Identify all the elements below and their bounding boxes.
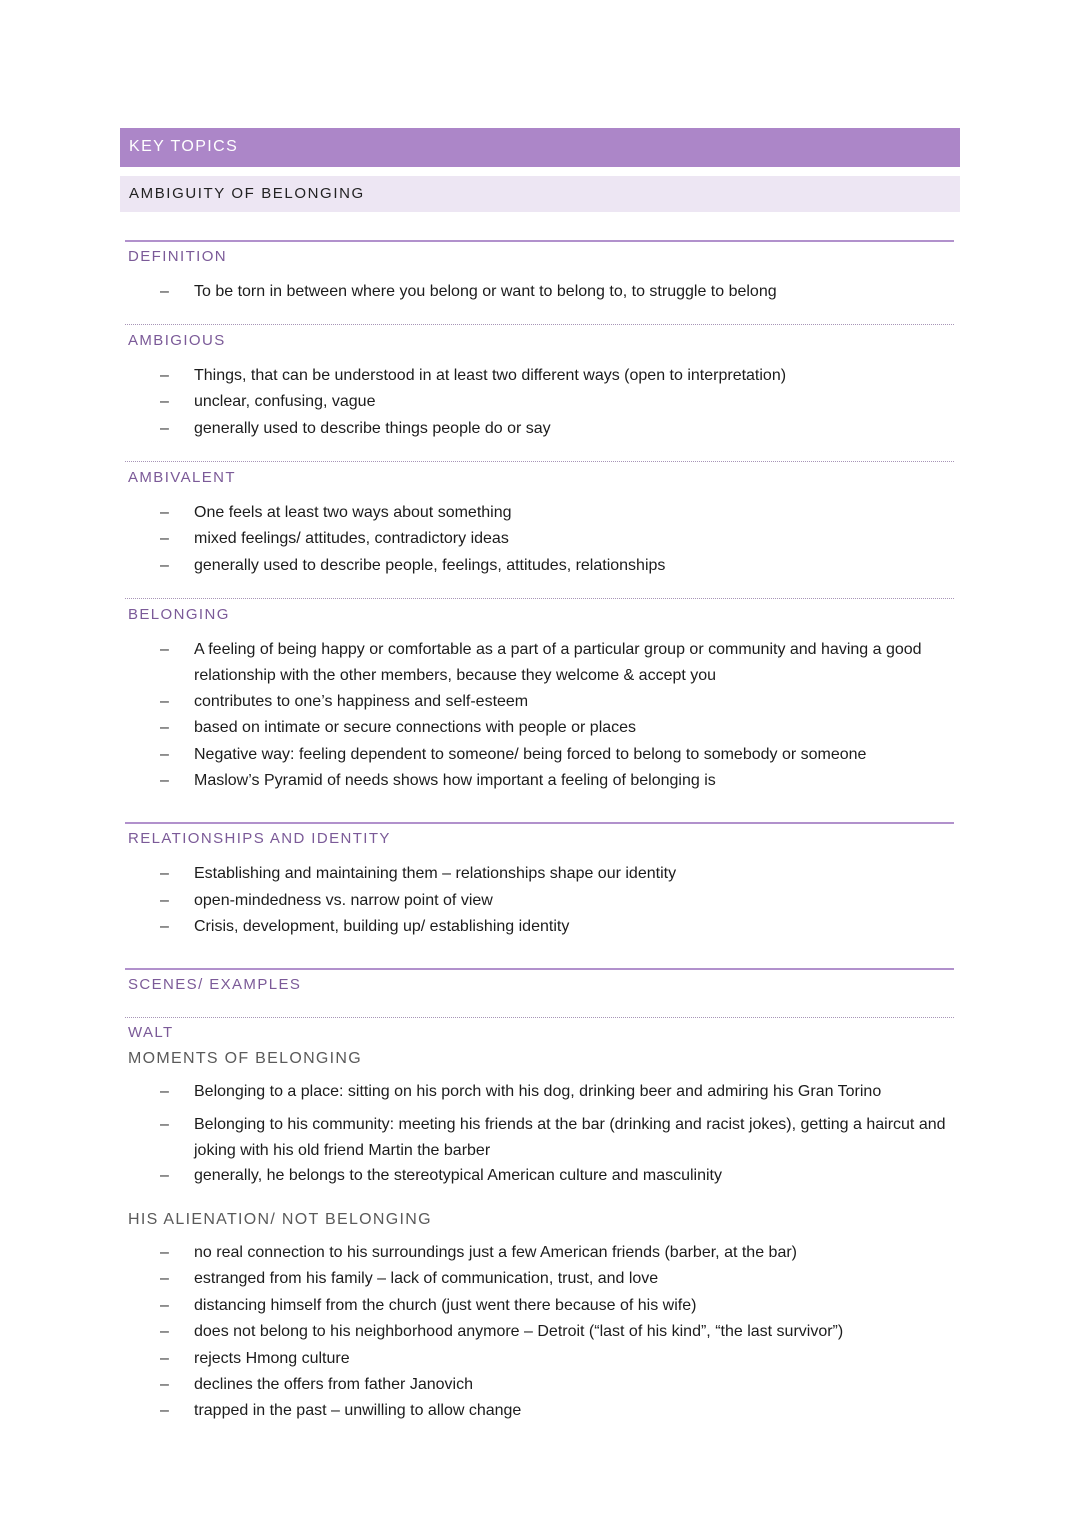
section-divider [125,822,954,824]
bullet-dash: – [160,1376,169,1393]
list-item: generally used to describe things people do or say [194,420,551,437]
bullet-dash: – [160,1167,169,1184]
list-item: no real connection to his surroundings just a few American friends (barber, at the bar) [194,1244,797,1261]
section-divider [125,968,954,970]
list-item: declines the offers from father Janovich [194,1376,473,1393]
bullet-dash: – [160,1350,169,1367]
list-item: does not belong to his neighborhood anymore – Detroit (“last of his kind”, “the last survivor”) [194,1323,844,1340]
bullet-dash: – [160,1402,169,1419]
bullet-dash: – [160,367,169,384]
bullet-dash: – [160,1270,169,1287]
topic-subtitle: AMBIGUITY OF BELONGING [120,176,960,212]
bullet-dash: – [160,1116,169,1133]
section-divider [125,324,954,325]
bullet-dash: – [160,918,169,935]
bullet-dash: – [160,772,169,789]
key-topics-banner: KEY TOPICS [120,128,960,167]
definition-heading: DEFINITION [128,248,227,265]
bullet-dash: – [160,1244,169,1261]
alienation-heading: HIS ALIENATION/ NOT BELONGING [128,1211,432,1228]
bullet-dash: – [160,530,169,547]
bullet-dash: – [160,693,169,710]
bullet-dash: – [160,393,169,410]
bullet-dash: – [160,746,169,763]
list-item: generally, he belongs to the stereotypical American culture and masculinity [194,1167,722,1184]
list-item: rejects Hmong culture [194,1350,350,1367]
bullet-dash: – [160,504,169,521]
list-item: estranged from his family – lack of communication, trust, and love [194,1270,659,1287]
list-item: Crisis, development, building up/ establishing identity [194,918,570,935]
relationships-heading: RELATIONSHIPS AND IDENTITY [128,830,391,847]
ambivalent-heading: AMBIVALENT [128,469,236,486]
ambiguous-heading: AMBIGIOUS [128,332,226,349]
list-item: Things, that can be understood in at least two different ways (open to interpretation) [194,367,787,384]
list-item: trapped in the past – unwilling to allow change [194,1402,522,1419]
scenes-heading: SCENES/ EXAMPLES [128,976,302,993]
list-item: mixed feelings/ attitudes, contradictory ideas [194,530,509,547]
list-item: distancing himself from the church (just went there because of his wife) [194,1297,697,1314]
list-item: Establishing and maintaining them – relationships shape our identity [194,865,677,882]
list-item: contributes to one’s happiness and self-esteem [194,693,529,710]
bullet-dash: – [160,641,169,658]
bullet-dash: – [160,557,169,574]
list-item: unclear, confusing, vague [194,393,376,410]
section-divider [125,598,954,599]
moments-heading: MOMENTS OF BELONGING [128,1050,363,1067]
walt-heading: WALT [128,1024,174,1041]
bullet-dash: – [160,719,169,736]
list-item: One feels at least two ways about something [194,504,512,521]
bullet-dash: – [160,1083,169,1100]
list-item: To be torn in between where you belong or want to belong to, to struggle to belong [194,283,777,300]
section-divider [125,1017,954,1018]
list-item: generally used to describe people, feelings, attitudes, relationships [194,557,666,574]
bullet-dash: – [160,1297,169,1314]
list-item: open-mindedness vs. narrow point of view [194,892,493,909]
bullet-dash: – [160,420,169,437]
list-item: Maslow’s Pyramid of needs shows how important a feeling of belonging is [194,772,716,789]
list-item: Negative way: feeling dependent to someone/ being forced to belong to somebody or someone [194,746,867,763]
bullet-dash: – [160,1323,169,1340]
belonging-heading: BELONGING [128,606,230,623]
bullet-dash: – [160,865,169,882]
section-divider [125,240,954,242]
bullet-dash: – [160,892,169,909]
list-item: Belonging to a place: sitting on his porch with his dog, drinking beer and admiring his Gran Torino [194,1083,882,1100]
list-item: A feeling of being happy or comfortable as a part of a particular group or community and having a good relationship with the other members, because they welcome & accept you [194,641,922,684]
bullet-dash: – [160,283,169,300]
list-item: Belonging to his community: meeting his friends at the bar (drinking and racist jokes), getting a haircut and joking with his old friend Martin the barber [194,1116,946,1159]
section-divider [125,461,954,462]
list-item: based on intimate or secure connections with people or places [194,719,637,736]
